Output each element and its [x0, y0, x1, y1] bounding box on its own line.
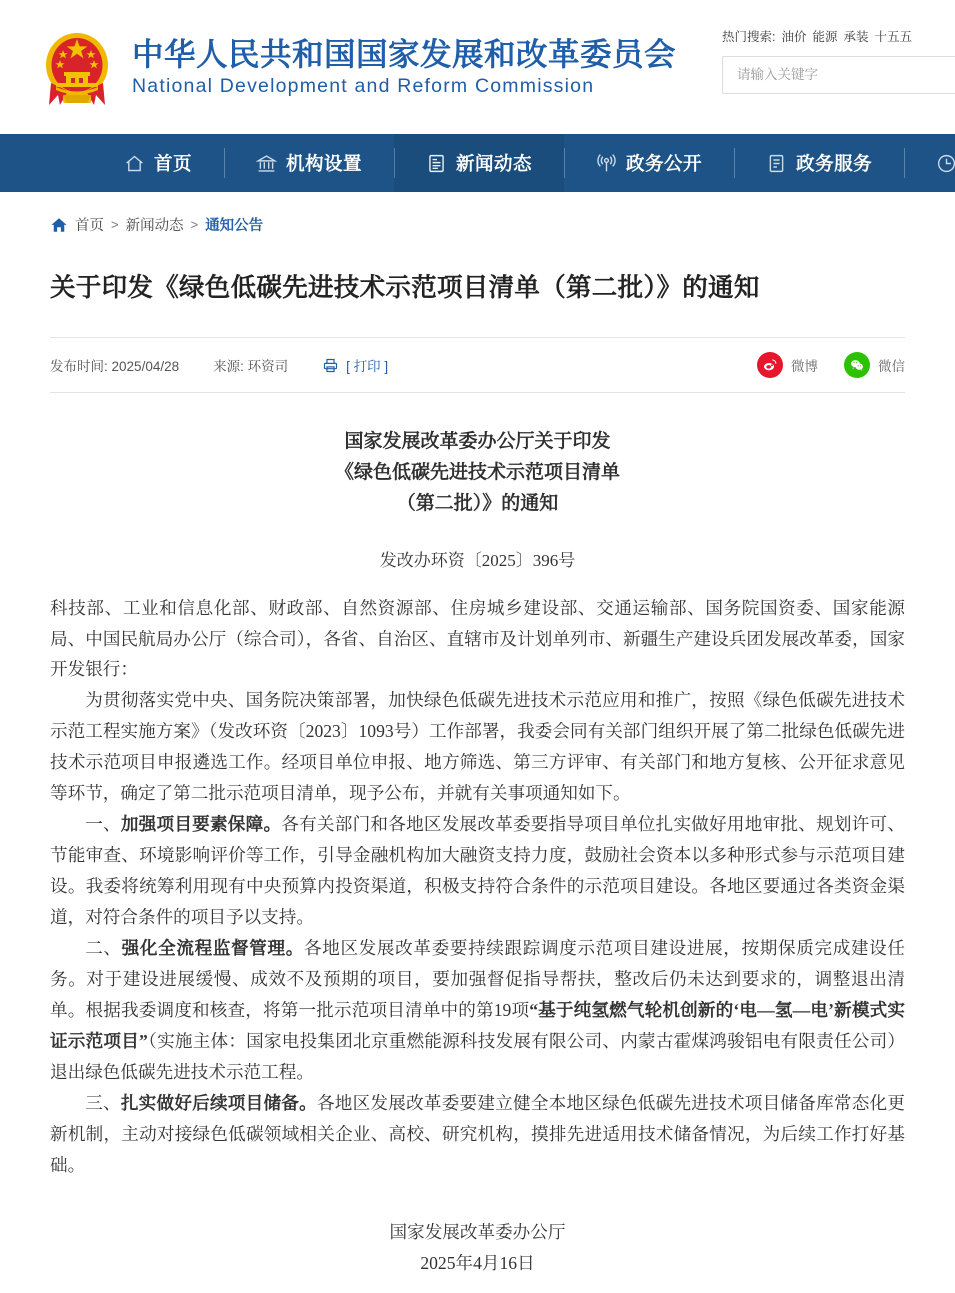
page-title: 关于印发《绿色低碳先进技术示范项目清单（第二批）》的通知 [50, 274, 760, 302]
nav-label-home: 首页 [154, 153, 193, 174]
nav-item-home[interactable] [92, 134, 224, 192]
section-2-paragraph [50, 933, 905, 1088]
section-3-title: 扎实做好后续项目储备。 [120, 1092, 317, 1113]
site-title-group [132, 35, 676, 99]
bottom-spacer [50, 1279, 905, 1293]
meta-left-group [50, 355, 388, 375]
wechat-glyph-icon [849, 357, 865, 373]
wechat-icon [844, 352, 870, 378]
signature-block [50, 1217, 905, 1279]
hot-keyword-1[interactable]: 能源 [812, 30, 838, 44]
article-body [40, 393, 915, 1292]
china-national-emblem-icon [38, 25, 116, 109]
printer-icon [322, 357, 339, 374]
recipients-paragraph: 科技部、工业和信息化部、财政部、自然资源部、住房城乡建设部、交通运输部、国务院国资委、国家能源局、中国民航局办公厅（综合司），各省、自治区、直辖市及计划单列市、新疆生产建设兵团发展改革委，国家开发银行： [50, 597, 905, 680]
hot-keyword-3[interactable]: 十五五 [874, 30, 913, 44]
search-input[interactable] [723, 57, 955, 93]
nav-item-gov-service[interactable] [734, 134, 904, 192]
hot-keyword-0[interactable]: 油价 [781, 30, 807, 44]
broadcast-icon [596, 153, 617, 174]
signature-organization: 国家发展改革委办公厅 [389, 1221, 566, 1242]
home-icon [124, 153, 145, 174]
publish-time-label: 发布时间: [50, 359, 108, 375]
search-input-wrap[interactable] [722, 56, 955, 94]
nav-item-organization[interactable] [224, 134, 394, 192]
weibo-glyph-icon [762, 357, 778, 373]
nav-item-news[interactable] [394, 134, 564, 192]
search-block [722, 28, 955, 94]
hot-keyword-2[interactable]: 承装 [843, 30, 869, 44]
nav-label-gov-service: 政务服务 [796, 153, 873, 174]
source-value: 环资司 [247, 359, 289, 375]
share-wechat-button[interactable] [844, 352, 905, 378]
main-content [0, 192, 955, 1293]
share-group [757, 352, 905, 378]
nav-item-gov-disclosure[interactable] [564, 134, 734, 192]
breadcrumb-item-news[interactable]: 新闻动态 [125, 218, 184, 234]
breadcrumb-separator-1: > [111, 217, 119, 232]
article-meta-bar [50, 337, 905, 393]
section-1-title: 加强项目要素保障。 [120, 814, 282, 835]
print-button[interactable] [322, 355, 388, 375]
section-2-title: 强化全流程监督管理。 [121, 938, 304, 959]
hot-search-row [722, 28, 955, 47]
document-number: 发改办环资〔2025〕396号 [379, 550, 576, 570]
site-title-en: National Development and Reform Commission [132, 74, 595, 97]
document-title [50, 427, 905, 519]
site-logo-block[interactable] [0, 25, 676, 109]
main-navigation [0, 134, 955, 192]
section-3-number: 三、 [85, 1092, 121, 1113]
nav-label-organization: 机构设置 [286, 153, 363, 174]
document-title-line-3: （第二批）》的通知 [396, 492, 559, 514]
print-label: [ 打印 ] [346, 359, 389, 375]
news-document-icon [426, 153, 447, 174]
hot-search-label: 热门搜索: [722, 30, 776, 44]
breadcrumb [40, 192, 915, 253]
section-1-body: 各有关部门和各地区发展改革委要指导项目单位扎实做好用地审批、规划许可、节能审查、环境影响评价等工作，引导金融机构加大融资支持力度，鼓励社会资本以多种形式参与示范项目建设。我委将统筹利用现有中央预算内投资渠道，积极支持符合条件的示范项目建设。各地区要通过各类资金渠道，对符合条件的项目予以支持。 [50, 814, 905, 928]
bank-icon [256, 153, 277, 174]
section-1-paragraph [50, 809, 905, 933]
source [213, 355, 288, 375]
section-2-body-a: 各地区发展改革委要持续跟踪调度示范项目建设进展，按期保质完成建设任务。对于建设进展缓慢、成效不及预期的项目，要加强督促指导帮扶，整改后仍未达到要求的，调整退出清单。根据我委调度和核查，将第一批示范项目清单中的第19项 [50, 938, 905, 1020]
nav-item-overflow[interactable] [904, 134, 955, 192]
nav-label-gov-disclosure: 政务公开 [626, 153, 703, 174]
clock-icon [936, 153, 955, 174]
publish-time-value: 2025/04/28 [111, 359, 180, 375]
site-header [0, 0, 955, 134]
section-3-paragraph [50, 1088, 905, 1181]
section-2-bold-project: “基于纯氢燃气轮机创新的‘电—氢—电’新模式实证示范项目” [50, 999, 905, 1051]
publish-time [50, 355, 179, 375]
share-wechat-label: 微信 [878, 359, 905, 375]
share-weibo-button[interactable] [757, 352, 818, 378]
share-weibo-label: 微博 [791, 359, 818, 375]
section-3-body: 各地区发展改革委要建立健全本地区绿色低碳先进技术项目储备库常态化更新机制，主动对接绿色低碳领域相关企业、高校、研究机构，摸排先进适用技术储备情况，为后续工作打好基础。 [50, 1092, 905, 1175]
section-1-number: 一、 [85, 814, 121, 835]
section-2-body-b: （实施主体：国家电投集团北京重燃能源科技发展有限公司、内蒙古霍煤鸿骏铝电有限责任公司）退出绿色低碳先进技术示范工程。 [50, 1030, 905, 1082]
breadcrumb-item-announcements[interactable]: 通知公告 [205, 218, 264, 234]
breadcrumb-separator-2: > [190, 217, 199, 232]
site-title-cn: 中华人民共和国国家发展和改革委员会 [132, 36, 677, 73]
section-2-number: 二、 [85, 938, 122, 959]
document-title-line-2: 《绿色低碳先进技术示范项目清单 [334, 462, 620, 484]
service-card-icon [766, 153, 787, 174]
document-title-line-1: 国家发展改革委办公厅关于印发 [344, 431, 611, 453]
nav-label-news: 新闻动态 [456, 153, 533, 174]
breadcrumb-item-home[interactable]: 首页 [75, 218, 104, 234]
home-filled-icon [50, 216, 68, 234]
weibo-icon [757, 352, 783, 378]
intro-paragraph: 为贯彻落实党中央、国务院决策部署，加快绿色低碳先进技术示范应用和推广，按照《绿色低碳先进技术示范工程实施方案》（发改环资〔2023〕1093号）工作部署，我委会同有关部门组织开展了第二批绿色低碳先进技术示范项目申报遴选工作。经项目单位申报、地方筛选、第三方评审、有关部门和地方复核、公开征求意见等环节，确定了第二批示范项目清单，现予公布，并就有关事项通知如下。 [50, 690, 905, 804]
signature-date: 2025年4月16日 [420, 1252, 535, 1273]
source-label: 来源: [213, 359, 244, 375]
